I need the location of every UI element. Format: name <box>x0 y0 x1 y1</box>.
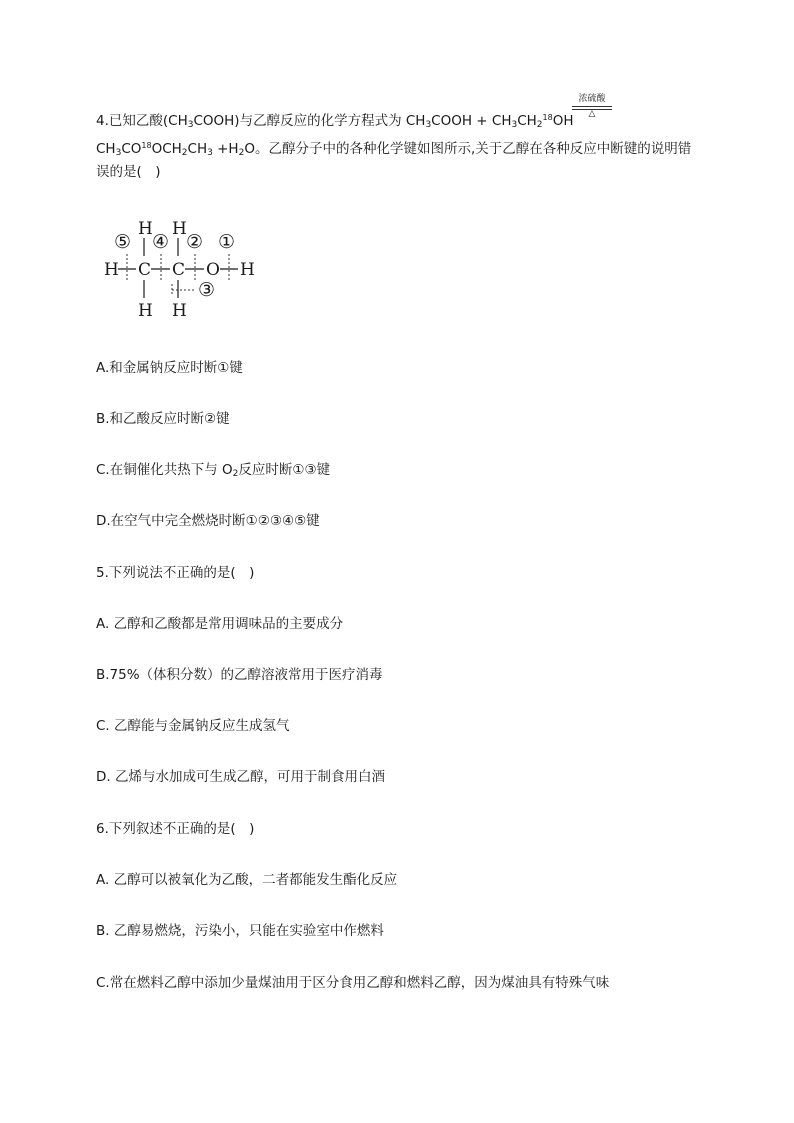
text: +H <box>212 141 239 157</box>
option-text: C. 乙醇能与金属钠反应生成氢气 <box>96 718 290 734</box>
superscript: 18 <box>542 113 553 122</box>
text: CO <box>121 141 142 157</box>
subscript: 3 <box>187 120 194 130</box>
subscript: 2 <box>238 148 245 158</box>
arrow-line-icon <box>572 106 612 107</box>
option-text: C.常在燃料乙醇中添加少量煤油用于区分食用乙醇和燃料乙醇，因为煤油具有特殊气味 <box>96 975 610 991</box>
q4-option-a[interactable] <box>96 358 243 378</box>
atom-c-2: C <box>172 260 186 280</box>
text: CH <box>96 141 116 157</box>
bond-label-1: ① <box>218 231 236 253</box>
subscript: 2 <box>181 148 188 158</box>
q6-option-c[interactable] <box>96 973 609 993</box>
option-text: A.和金属钠反应时断①键 <box>96 360 243 376</box>
text: COOH + CH <box>431 113 512 129</box>
option-text: 反应时断①③键 <box>238 462 331 478</box>
atom-h-top-2: H <box>172 219 187 239</box>
option-text: A. 乙醇可以被氧化为乙酸，二者都能发生酯化反应 <box>96 872 398 888</box>
text: 误的是( ) <box>96 164 161 180</box>
reaction-condition-arrow <box>570 94 614 124</box>
bond-label-4: ④ <box>152 231 170 253</box>
subscript: 2 <box>232 469 239 479</box>
text: 4.已知乙酸(CH <box>96 113 188 129</box>
atom-h-left: H <box>104 260 119 280</box>
question-text: 5.下列说法不正确的是( ) <box>96 565 255 581</box>
option-text: B.和乙酸反应时断②键 <box>96 411 230 427</box>
q5-option-b[interactable] <box>96 665 383 685</box>
bond-label-3: ③ <box>198 279 216 301</box>
option-text: B.75%（体积分数）的乙醇溶液常用于医疗消毒 <box>96 667 383 683</box>
q4-option-c[interactable] <box>96 460 330 484</box>
q5-option-a[interactable] <box>96 614 343 634</box>
text: CH <box>187 141 208 157</box>
subscript: 3 <box>511 120 518 130</box>
q6-option-a[interactable] <box>96 870 397 890</box>
option-text: C.在铜催化共热下与 O <box>96 462 233 478</box>
text: COOH)与乙醇反应的化学方程式为 CH <box>193 113 426 129</box>
bond-label-2: ② <box>186 231 204 253</box>
q6-stem <box>96 819 254 839</box>
option-text: D. 乙烯与水加成可生成乙醇，可用于制食用白酒 <box>96 769 385 785</box>
option-text: B. 乙醇易燃烧，污染小，只能在实验室中作燃料 <box>96 923 384 939</box>
q4-option-b[interactable] <box>96 409 230 429</box>
text: OH <box>552 113 574 129</box>
q4-stem-line-3 <box>96 162 161 182</box>
q5-option-c[interactable] <box>96 716 290 736</box>
q6-option-b[interactable] <box>96 921 384 941</box>
question-text: 6.下列叙述不正确的是( ) <box>96 821 255 837</box>
atom-o: O <box>206 260 220 280</box>
subscript: 3 <box>425 120 432 130</box>
bond-label-5: ⑤ <box>114 231 132 253</box>
q4-stem-line-1 <box>96 108 574 135</box>
subscript: 3 <box>115 148 122 158</box>
superscript: 18 <box>141 141 152 150</box>
atom-h-bottom-2: H <box>172 301 187 321</box>
text: OCH <box>151 141 182 157</box>
subscript: 3 <box>207 148 213 158</box>
ethanol-structure-diagram <box>96 212 266 322</box>
atom-h-right: H <box>240 260 255 280</box>
option-text: A. 乙醇和乙酸都是常用调味品的主要成分 <box>96 616 344 632</box>
text: CH <box>517 113 537 129</box>
catalyst-label: 浓硫酸 <box>578 94 606 104</box>
atom-c-1: C <box>138 260 152 280</box>
atom-h-bottom-1: H <box>138 301 153 321</box>
q4-option-d[interactable] <box>96 511 320 531</box>
atom-h-top-1: H <box>138 219 153 239</box>
text: O。乙醇分子中的各种化学键如图所示,关于乙醇在各种反应中断键的说明错 <box>244 141 692 157</box>
q4-stem-line-2 <box>96 136 691 163</box>
heat-label: △ <box>588 109 596 119</box>
q5-stem <box>96 563 254 583</box>
option-text: D.在空气中完全燃烧时断①②③④⑤键 <box>96 513 320 529</box>
subscript: 2 <box>536 120 543 130</box>
q5-option-d[interactable] <box>96 767 385 787</box>
